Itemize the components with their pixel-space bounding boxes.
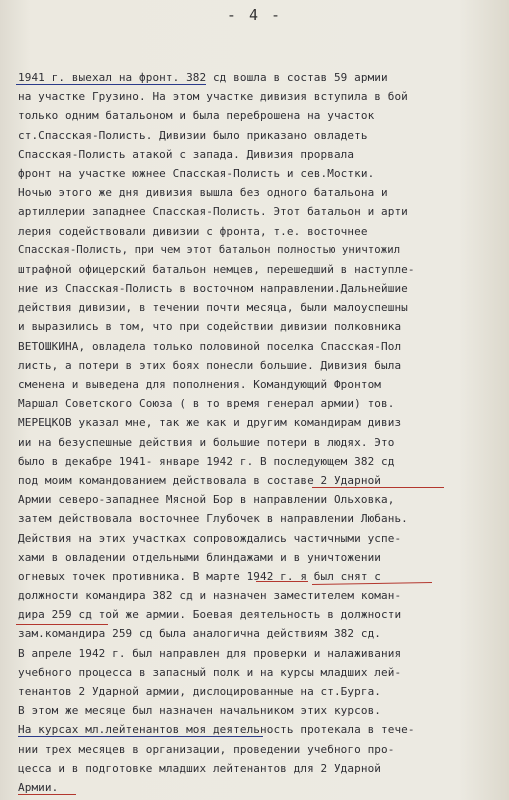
- text-line: цесса и в подготовке младших лейтенантов для 2 Ударной: [18, 761, 382, 775]
- text-line: ние из Спасская-Полисть в восточном направлении.Дальнейшие: [18, 282, 408, 296]
- pencil-underline: [312, 487, 444, 488]
- text-line: В этом же месяце был назначен начальником этих курсов.: [18, 704, 382, 718]
- text-line: Армии.: [18, 780, 59, 794]
- document-body: [18, 68, 498, 797]
- text-line: под моим командованием действовала в составе 2 Ударной: [18, 473, 382, 487]
- text-line: артиллерии западнее Спасская-Полисть. Этот батальон и арти: [18, 205, 408, 219]
- text-line: Маршал Советского Союза ( в то время генерал армии) тов.: [18, 397, 395, 411]
- text-line: Спасская-Полисть атакой с запада. Дивизия прорвала: [18, 147, 355, 161]
- text-line: ВЕТОШКИНА, овладела только половиной поселка Спасская-Пол: [18, 339, 402, 353]
- pencil-underline: [16, 624, 108, 625]
- text-line: Действия на этих участках сопровождались частичными успе-: [18, 531, 402, 545]
- text-line: было в декабре 1941- январе 1942 г. В последующем 382 сд: [18, 454, 395, 468]
- text-line: листь, а потери в этих боях понесли большие. Дивизия была: [18, 358, 402, 372]
- text-line: должности командира 382 сд и назначен заместителем коман-: [18, 589, 402, 603]
- text-line: только одним батальоном и была переброшена на участок: [18, 109, 375, 123]
- pencil-underline: [18, 794, 76, 795]
- page-number: - 4 -: [226, 6, 283, 24]
- text-line: ии на безуспешные действия и большие потери в людях. Это: [18, 435, 395, 449]
- text-line: Ночью этого же дня дивизия вышла без одного батальона и: [18, 186, 388, 200]
- text-line: 1941 г. выехал на фронт. 382 сд вошла в состав 59 армии: [18, 71, 388, 84]
- text-line: на участке Грузино. На этом участке дивизия вступила в бой: [18, 90, 408, 104]
- text-line: В апреле 1942 г. был направлен для проверки и налаживания: [18, 646, 402, 660]
- text-line: дира 259 сд той же армии. Боевая деятельность в должности: [18, 608, 402, 622]
- text-line: хами в овладении отдельными блиндажами и в уничтожении: [18, 550, 382, 564]
- text-line: действия дивизии, в течении почти месяца, были малоуспешны: [18, 301, 408, 315]
- text-line: учебного процесса в запасный полк и на курсы младших лей-: [18, 665, 402, 679]
- pencil-underline: [16, 84, 206, 85]
- text-line: сменена и выведена для пополнения. Командующий Фронтом: [18, 378, 382, 391]
- text-line: Спасская-Полисть, при чем этот батальон полностью уничтожил: [18, 243, 401, 256]
- text-line: На курсах мл.лейтенантов моя деятельность протекала в тече-: [18, 723, 415, 737]
- text-line: Армии северо-западнее Мясной Бор в направлении Ольховка,: [18, 493, 395, 507]
- text-line: огневых точек противника. В марте 1942 г. я был снят с: [18, 569, 382, 583]
- pencil-underline: [18, 736, 263, 737]
- text-line: фронт на участке южнее Спасская-Полисть и сев.Мостки.: [18, 166, 375, 180]
- text-line: и выразились в том, что при содействии дивизии полковника: [18, 320, 402, 334]
- text-line: лерия содействовали дивизии с фронта, т.е. восточнее: [18, 224, 368, 238]
- text-line: нии трех месяцев в организации, проведении учебного про-: [18, 742, 395, 756]
- text-line: тенантов 2 Ударной армии, дислоцированные на ст.Бурга.: [18, 685, 382, 698]
- text-line: зам.командира 259 сд была аналогична действиям 382 сд.: [18, 627, 382, 641]
- pencil-underline: [256, 581, 308, 582]
- text-line: ст.Спасская-Полисть. Дивизии было приказано овладеть: [18, 128, 368, 142]
- text-line: штрафной офицерский батальон немцев, перешедший в наступле-: [18, 262, 415, 276]
- text-line: МЕРЕЦКОВ указал мне, так же как и другим командирам дивиз: [18, 416, 402, 430]
- text-line: затем действовала восточнее Глубочек в направлении Любань.: [18, 512, 408, 526]
